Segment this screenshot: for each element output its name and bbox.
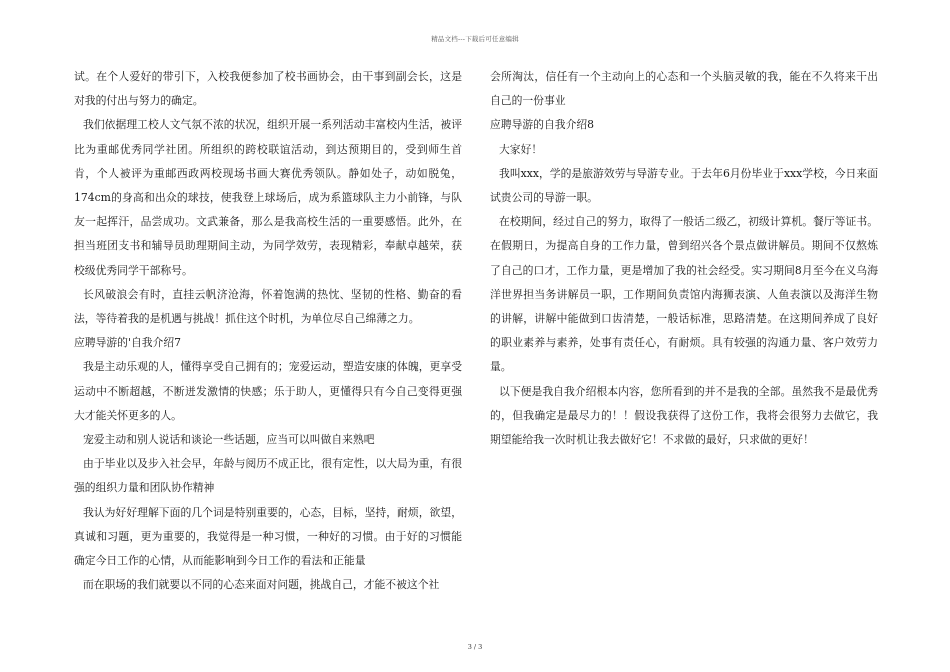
section-heading: 应聘导游的自我介绍8 (490, 118, 595, 132)
section-heading: 应聘导游的'自我介绍7 (74, 336, 182, 350)
left-column (74, 65, 462, 597)
paragraph: 在校期间，经过自己的努力，取得了一般话二级乙，初级计算机。餐厅等证书。在假期日，为提高自身的工作力量，曾到绍兴各个景点做讲解员。期间不仅熬炼了自己的口才，工作力量，更是增加了我的社会经受。实习期间8月至今在义乌海洋世界担当务讲解员一职，工作期间负责馆内海狮表演、人鱼表演以及海洋生物的讲解，讲解中能做到口齿清楚，一般话标准，思路清楚。在这期间养成了良好的职业素养与素养，处事有责任心，有耐烦。具有较强的沟通力量、客户效劳力量。 (490, 215, 878, 374)
paragraph: 长风破浪会有时，直挂云帆济沧海，怀着饱满的热忱、坚韧的性格、勤奋的看法，等待着我的是机遇与挑战！抓住这个时机，为单位尽自己绵薄之力。 (74, 287, 462, 326)
paragraph: 会所淘汰，信任有一个主动向上的心态和一个头脑灵敏的我，能在不久将来干出自己的一份事业 (490, 70, 878, 108)
paragraph: 我叫xxx，学的是旅游效劳与导游专业。于去年6月份毕业于xxx学校，今日来面试贵公司的导游一职。 (490, 166, 878, 205)
right-column (490, 65, 878, 452)
paragraph: 由于毕业以及步入社会早，年龄与阅历不成正比，很有定性，以大局为重，有很强的组织力量和团队协作精神 (74, 457, 462, 495)
paragraph: 而在职场的我们就要以不同的心态来面对问题，挑战自己，才能不被这个社 (83, 578, 440, 592)
page-number: 3 / 3 (467, 643, 483, 651)
paragraph: 宠爱主动和别人说话和谈论一些话题，应当可以叫做自来熟吧 (83, 433, 375, 447)
paragraph: 我认为好好理解下面的几个词是特别重要的，心态，目标，坚持，耐烦，欲望，真诚和习题，更为重要的，我觉得是一种习惯，一种好的习惯。由于好的习惯能确定今日工作的心情，从而能影响到今日工作的看法和正能量 (74, 505, 462, 568)
paragraph: 以下便是我自我介绍根本内容，您所看到的并不是我的全部。虽然我不是最优秀的，但我确定是最尽力的！！假设我获得了这份工作，我将会很努力去做它，我期望能给我一次时机让我去做好它！不求做的最好，只求做的更好！ (490, 384, 878, 447)
paragraph: 我们依据理工校人文气氛不浓的状况，组织开展一系列活动丰富校内生活，被评比为重邮优秀同学社团。所组织的跨校联谊活动，到达预期目的，受到师生首肯，个人被评为重邮西政两校现场书画大赛优秀领队。静如处子，动如脱兔，174cm的身高和出众的球技，使我登上球场后，成为系篮球队主力小前锋，与队友一起挥汗，品尝成功。文武兼备，那么是我高校生活的一重要感悟。此外，在担当班团支书和辅导员助理期间主动，为同学效劳，表现精彩，奉献卓越荣，获校级优秀同学干部称号。 (74, 118, 462, 277)
paragraph: 我是主动乐观的人，懂得享受自己拥有的；宠爱运动，塑造安康的体魄，更享受运动中不断超越，不断迸发激情的快感；乐于助人，更懂得只有今自己变得更强大才能关怀更多的人。 (74, 360, 462, 422)
paragraph: 试。在个人爱好的带引下，入校我便参加了校书画协会，由干事到副会长，这是对我的付出与努力的确定。 (74, 70, 462, 108)
page-header: 精品文档---下载后可任意编辑 (431, 35, 519, 43)
greeting: 大家好！ (499, 142, 543, 156)
